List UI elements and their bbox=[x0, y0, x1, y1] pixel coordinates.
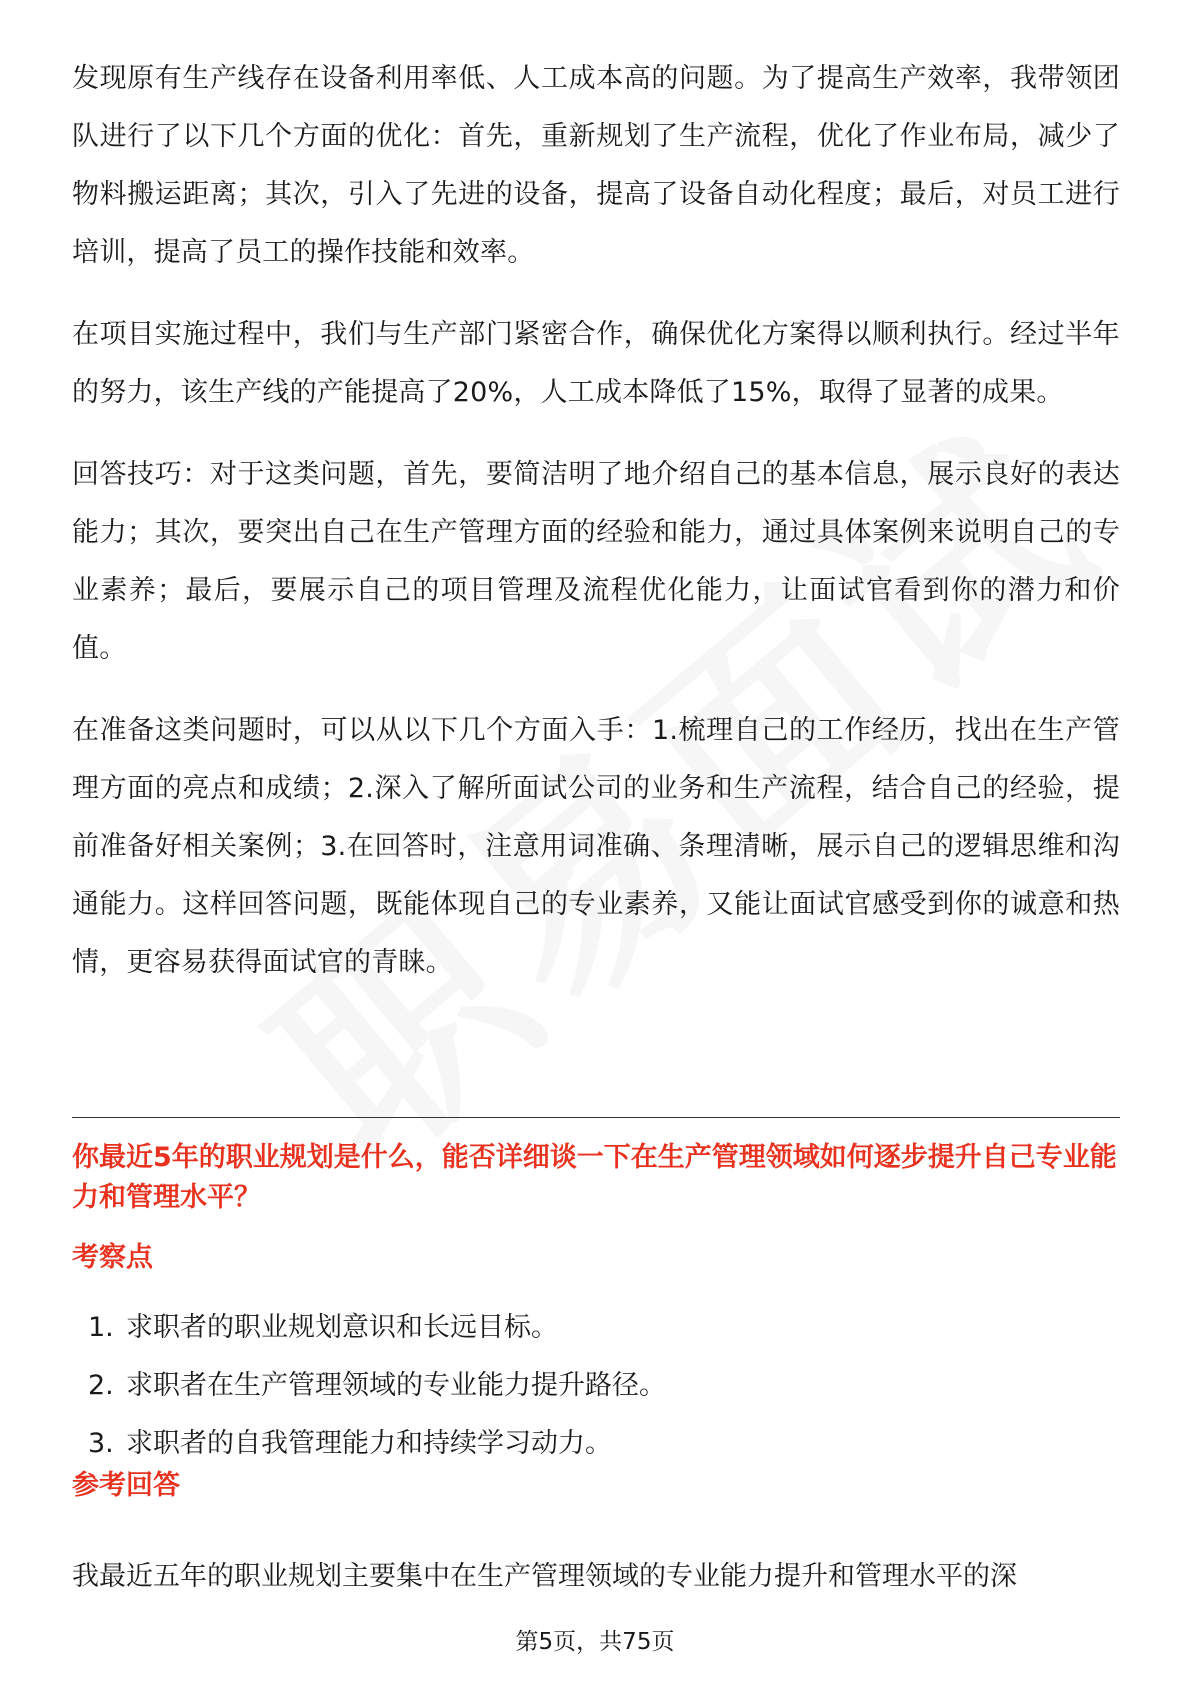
reference-answer-text: 我最近五年的职业规划主要集中在生产管理领域的专业能力提升和管理水平的深 bbox=[72, 1561, 1017, 1592]
paragraph-optimization: 发现原有生产线存在设备利用率低、人工成本高的问题。为了提高生产效率，我带领团队进行了以下几个方面的优化：首先，重新规划了生产流程，优化了作业布局，减少了物料搬运距离；其次，引入了先进的设备，提高了设备自动化程度；最后，对员工进行培训，提高了员工的操作技能和效率。 bbox=[72, 63, 1120, 268]
paragraph-answer-tips: 回答技巧：对于这类问题，首先，要简洁明了地介绍自己的基本信息，展示良好的表达能力；其次，要突出自己在生产管理方面的经验和能力，通过具体案例来说明自己的专业素养；最后，要展示自己的项目管理及流程优化能力，让面试官看到你的潜力和价值。 bbox=[72, 459, 1120, 664]
list-text: 求职者的自我管理能力和持续学习动力。 bbox=[126, 1428, 612, 1459]
list-text: 求职者在生产管理领域的专业能力提升路径。 bbox=[126, 1370, 666, 1401]
assessment-heading: 考察点 bbox=[72, 1242, 153, 1273]
reference-heading: 参考回答 bbox=[72, 1470, 180, 1501]
list-item bbox=[72, 1415, 1120, 1473]
list-text: 求职者的职业规划意识和长远目标。 bbox=[126, 1312, 558, 1343]
section-divider bbox=[72, 1117, 1120, 1118]
paragraph-preparation: 在准备这类问题时，可以从以下几个方面入手：1.梳理自己的工作经历，找出在生产管理方面的亮点和成绩；2.深入了解所面试公司的业务和生产流程，结合自己的经验，提前准备好相关案例；3.在回答时，注意用词准确、条理清晰，展示自己的逻辑思维和沟通能力。这样回答问题，既能体现自己的专业素养，又能让面试官感受到你的诚意和热情，更容易获得面试官的青睐。 bbox=[72, 715, 1120, 978]
question-title: 你最近5年的职业规划是什么，能否详细谈一下在生产管理领域如何逐步提升自己专业能力和管理水平？ bbox=[72, 1142, 1117, 1213]
assessment-points bbox=[72, 1299, 1120, 1473]
list-number: 1. bbox=[88, 1312, 114, 1343]
paragraph-results: 在项目实施过程中，我们与生产部门紧密合作，确保优化方案得以顺利执行。经过半年的努力，该生产线的产能提高了20%，人工成本降低了15%，取得了显著的成果。 bbox=[72, 319, 1120, 408]
page-number: 第5页，共75页 bbox=[515, 1629, 675, 1655]
list-item bbox=[72, 1299, 1120, 1357]
list-number: 2. bbox=[88, 1370, 114, 1401]
list-item bbox=[72, 1357, 1120, 1415]
body-text bbox=[72, 50, 1120, 992]
list-number: 3. bbox=[88, 1428, 114, 1459]
